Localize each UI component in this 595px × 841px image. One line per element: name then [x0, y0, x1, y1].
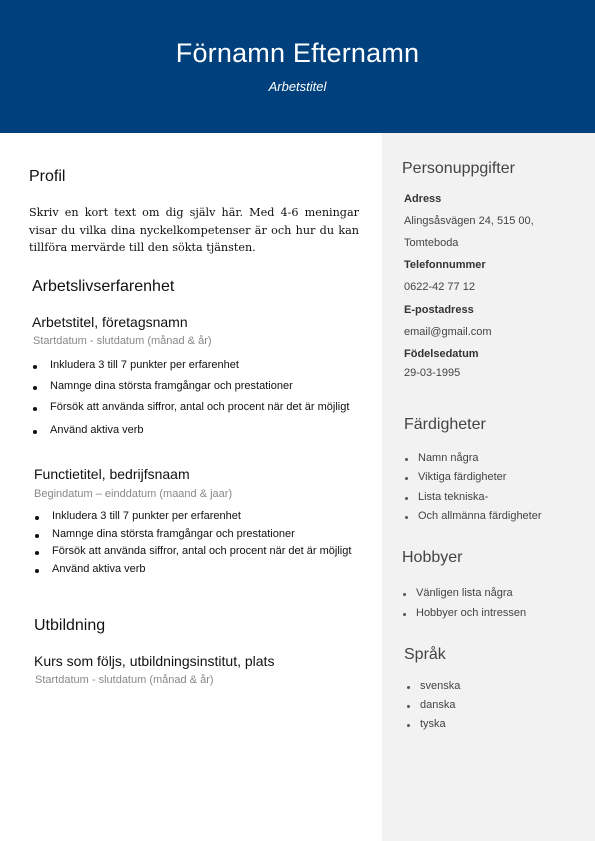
list-item: Inkludera 3 till 7 punkter per erfarenhet	[33, 510, 351, 528]
education-course: Kurs som följs, utbildningsinstitut, plats	[34, 653, 275, 669]
list-item: Namn några	[404, 452, 542, 471]
list-item: Lista tekniska-	[404, 491, 542, 510]
job-title-1: Arbetstitel, företagsnamn	[32, 314, 188, 330]
address-line-2: Tomteboda	[404, 237, 459, 249]
email-label: E-postadress	[404, 304, 474, 316]
job-bullets-2	[33, 510, 351, 580]
experience-heading: Arbetslivserfarenhet	[32, 278, 175, 295]
sidebar	[382, 133, 595, 841]
languages-list	[406, 680, 460, 737]
personal-heading: Personuppgifter	[402, 160, 515, 177]
list-item: Försök att använda siffror, antal och procent när det är möjligt	[33, 545, 351, 563]
job-bullets-1	[31, 359, 349, 445]
education-dates: Startdatum - slutdatum (månad & år)	[35, 674, 214, 686]
header-banner	[0, 0, 595, 133]
profile-heading: Profil	[29, 168, 66, 185]
languages-heading: Språk	[404, 646, 446, 663]
address-line-1: Alingsåsvägen 24, 515 00,	[404, 215, 534, 227]
phone-label: Telefonnummer	[404, 259, 486, 271]
job-title-2: Functietitel, bedrijfsnaam	[34, 466, 190, 482]
list-item: Vänligen lista några	[402, 587, 526, 607]
list-item: Och allmänna färdigheter	[404, 510, 542, 529]
job-title: Arbetstitel	[268, 79, 327, 94]
education-heading: Utbildning	[34, 617, 106, 634]
profile-text: Skriv en kort text om dig själv här. Med 4-6 meningar visar du vilka dina nyckelkompetenser är och hur du kan tillföra mervärde till den sökta tjänsten.	[29, 206, 359, 254]
list-item: Använd aktiva verb	[33, 563, 351, 581]
list-item: Namnge dina största framgångar och prestationer	[31, 380, 349, 401]
job-dates-1: Startdatum - slutdatum (månad & år)	[33, 335, 212, 347]
list-item: Hobbyer och intressen	[402, 607, 526, 627]
list-item: svenska	[406, 680, 460, 699]
list-item: Namnge dina största framgångar och prestationer	[33, 528, 351, 546]
list-item: Viktiga färdigheter	[404, 471, 542, 490]
job-dates-2: Begindatum – einddatum (maand & jaar)	[34, 488, 233, 500]
birth-label: Födelsedatum	[404, 348, 479, 360]
hobbies-heading: Hobbyer	[402, 549, 463, 566]
main-column	[0, 133, 382, 841]
list-item: Försök att använda siffror, antal och procent när det är möjligt	[31, 401, 349, 424]
list-item: Inkludera 3 till 7 punkter per erfarenhet	[31, 359, 349, 380]
list-item: tyska	[406, 718, 460, 737]
birth-value: 29-03-1995	[404, 367, 461, 379]
skills-heading: Färdigheter	[404, 416, 486, 433]
phone-value: 0622-42 77 12	[404, 281, 475, 293]
full-name: Förnamn Efternamn	[175, 38, 420, 68]
list-item: danska	[406, 699, 460, 718]
list-item: Använd aktiva verb	[31, 424, 349, 445]
email-value: email@gmail.com	[404, 326, 492, 338]
hobbies-list	[402, 587, 526, 626]
skills-list	[404, 452, 542, 529]
address-label: Adress	[404, 193, 442, 205]
